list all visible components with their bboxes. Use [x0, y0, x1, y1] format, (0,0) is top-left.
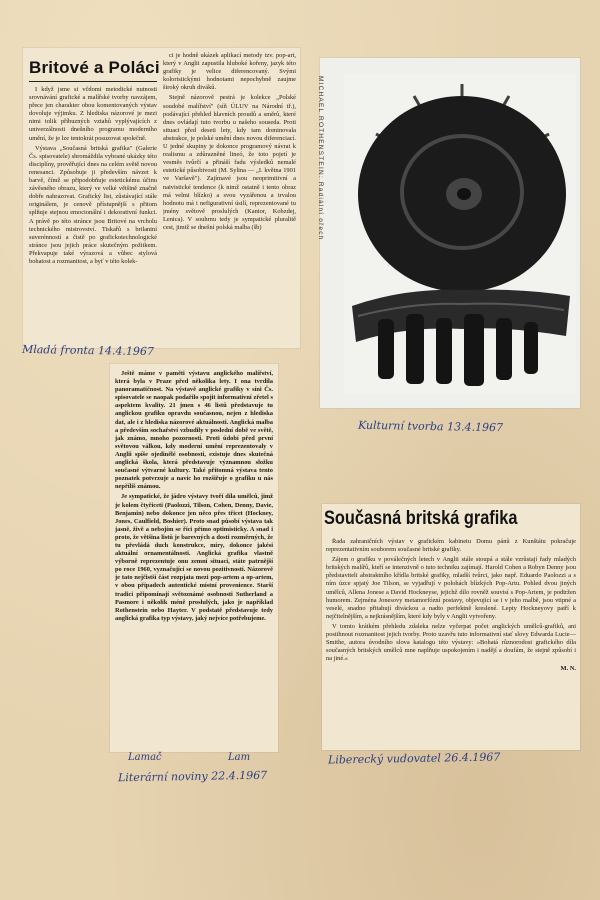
title-underline — [29, 81, 157, 82]
clipping-britove-a-polaci — [23, 48, 300, 348]
photo-clipping — [317, 58, 580, 408]
linocut-image — [344, 74, 576, 394]
paragraph: I když jsme si včdomi metodické nutnosti srovnávání grafické a malířské tvorby navzájem, přece jen charakter obou komentovaných výstav dovoluje výjimku. Z hlediska názorové je mezi nimi tolik příbuzných vztahů vyplývajících z univerzálnosti dnešního programu moderního umění, že je lze tentokrát posuzovat společně. — [29, 86, 157, 142]
handwritten-source-liberecky-vudovatel: Liberecký vudovatel 26.4.1967 — [327, 750, 501, 767]
handwritten-source-literarni-noviny: Literární noviny 22.4.1967 — [117, 768, 268, 785]
clipping-anglicka-grafika — [110, 364, 278, 752]
paragraph: Je sympatické, že jádro výstavy tvoří díla umělců, jimž je kolem čtyřiceti (Paolozzi, Tilson, Cohen, Denny, Davie, Benjamin) nebo dokonce jen něco přes třicet (Hockney, Jones, Caulfield, Boshier). Proto snad působí výstava tak jasně, živě a nebojím se říci přímo optimisticky. A snad i proto, že většina listů je barevných a dosti rozměrných, že tu převládá duch konstrukce, míry, dokonce jakési aktuální ornamentálnosti. Anglická grafika vlastně výborně reprezentuje onu zemní situaci, státe patrnější po roce 1960, vyznačující se novou pozitivností. Názorově je tato nejčistší část rozpjata mezi pop-artem a op-artem, v obou případech autentické místní provenience. Starší tradici připomínají světoznámé osobnosti Sutherland a Pasmore i několik méně proslulých, jako je například Rothenstein nebo Hayter. V podstatě představuje tedy anglická grafika typ výstavy, jaký nejvíce potřebujeme. — [115, 493, 273, 622]
handwritten-source-mlada-fronta: Mladá fronta 14.4.1967 — [21, 342, 155, 359]
article-body — [115, 370, 273, 750]
paragraph: V tomto krátkém přehledu zdaleka nelze vyčerpat počet anglických umělců-grafiků, ani postihnout rozmanitost jejich tvorby. Proto uzavřu tuto informativní stať slovy Edwarda Lucie—Smithe, autora úvodního slova katalogu této výstavy: »Bohatá různorodost grafického díla současných britských umělců mne naplňuje uspokojením i nadějí a doufám, že stejně způsobí i na jiné.« — [326, 622, 576, 663]
handwritten-source-kulturni-tvorba: Kulturní tvorba 13.4.1967 — [357, 418, 504, 435]
article-title: Britové a Poláci — [29, 58, 160, 77]
paragraph: ci je hodně ukázek aplikací metody tzv. pop-art, který v Anglii zapustila hluboké kořeny, jazyk této grafiky je velice diferencovaný. Svými koloristickými hodnotami nepochybně zaujme široký okruh diváků. — [163, 52, 296, 92]
article-body — [326, 538, 576, 744]
paragraph: Ještě máme v paměti výstavu anglického malířství, která byla v Praze před několika lety. I ona tvrdila panoramatičnost. Na výstavě anglické grafiky v síni Čs. spisovatele se naopak podařilo spojit informativní zřetel s aspektem kvality. 21 jmen s 46 listů představuje tu anglickou grafiku opravdu současnou, nejen z hlediska dat, ale i z hlediska názorové aktuálnosti. Anglická malba a především sochařství vzbudily v poslední době ve světě, jak známo, mnoho pozornosti. Proti údobí před první světovou válkou, kdy moderní umění reprezentovaly v Anglii spíše ojedinělé osobnosti, existuje dnes skutečná anglická škola, která představuje významnou složku současné výtvarné kultury. Také přítomná výstava tento poznatek potvrzuje a navíc ho rozšiřuje o grafiku u nás nepříliš známou. — [115, 370, 273, 491]
photo-byline: MICHAEL ROTHENSTEIN: Radiální ořech — [317, 76, 324, 241]
paragraph: Zájem o grafiku v poválečných letech v Anglii stále stoupá a stále vzrůstají řady mladých britských malířů, kteří se intenzivně o tuto techniku zajímají. Harold Cohen a Robyn Denny jsou představiteli abstraktního křídla britské grafiky, mladší tvůrci, jako např. Eduardo Paolozzi a s ním úzce spjatý Joe Tilson, se vyjadřují v polohách blízkých Pop-Artu. Pohled dvou jiných umělců, Allena Jonese a David Hockneyse, jejichž dílo rovněž souvisí s Pop-Artem, je podtržen humorem. Zejména Jonesovy metamorfózní postavy, objevující se i v jeho malbě, jsou vtipné a veselé, snadno přitahují diváckou a nadto perfektně kreslené. Lepty Hockneyovy patří k nejčitelnějším, a nejkrásnějším, které kdy byly v Anglii vytvořeny. — [326, 556, 576, 620]
article-signature: M. N. — [560, 665, 576, 673]
handwritten-author-lamac: Lamač — [128, 752, 162, 763]
clipping-soucasna-britska-grafika — [322, 504, 580, 750]
article-title: Současná britská grafika — [324, 508, 518, 529]
paragraph: Výstava „Současná britská grafika" (Galerie Čs. spisovatele) shromáždila vybrané ukázky této disciplíny, prověřující dnes na celém světě novou renesanci. Způsobuje ji především návzet k barvě, čímž se připodobňuje estetickému účinu závěsného obrazu, který ve velké většině značně dobře nahrazovat. Grafický list, zůstávající stále originálem, je cenově přístupnější s přitom splňuje stejnou emocionální i dekorativní funkci. A právě po této stránce jsou Britové na vrcholu technického mistrovství. Tiskařů s brilantní suverénností a čistě po grafickotechnologické stránce jsou jejich práce skutečným požitkem. Překvapuje také výrazová a vůbec stylová bohatost a rozmanitost, a byť v této kolek- — [29, 144, 157, 265]
article-column-1 — [29, 86, 157, 344]
handwritten-author-lam: Lam — [228, 752, 251, 763]
article-column-2 — [163, 52, 296, 342]
paragraph: Stejně názorově pestrá je kolekce „Polské soudobé malířství" (síň ÚLUV na Národní tř.), podávající přehled hlavních proudů a směrů, které dnes ovládají tuto tvorbu u našeho souseda. Proti situaci před deseti lety, kdy tam dominovala abstrakce, je polské umění dnes novou diferenciací. U jedné skupiny je dokonce programový návrat k realismu a zdůrazněné lineó, že toto pojetí je vesměs tvůrčí a přináší řadu výsledků nemalé estetické působivosti (M. Sylina — „I. května 1901 ve Varšavě"). Zajímavé jsou neoprimitivní a naivistické tendence (k nimž ostatně i tento obraz má velmi blízko) a svou vyzářenou a trvalou hodnotu má i nefigurativní úsilí, reprezentované tu jmény světově proslulých (Kantor, Kobzdej, Lenica). V souhrnu tedy je sympatické pluralitě cest, jimiž se dnešní polská malba (šb) — [163, 94, 296, 231]
paragraph: Řada zahraničních výstav v grafickém kabinetu Domu pánů z Kunštátu pokračuje reprezentativním souborem současné britské grafiky. — [326, 538, 576, 554]
